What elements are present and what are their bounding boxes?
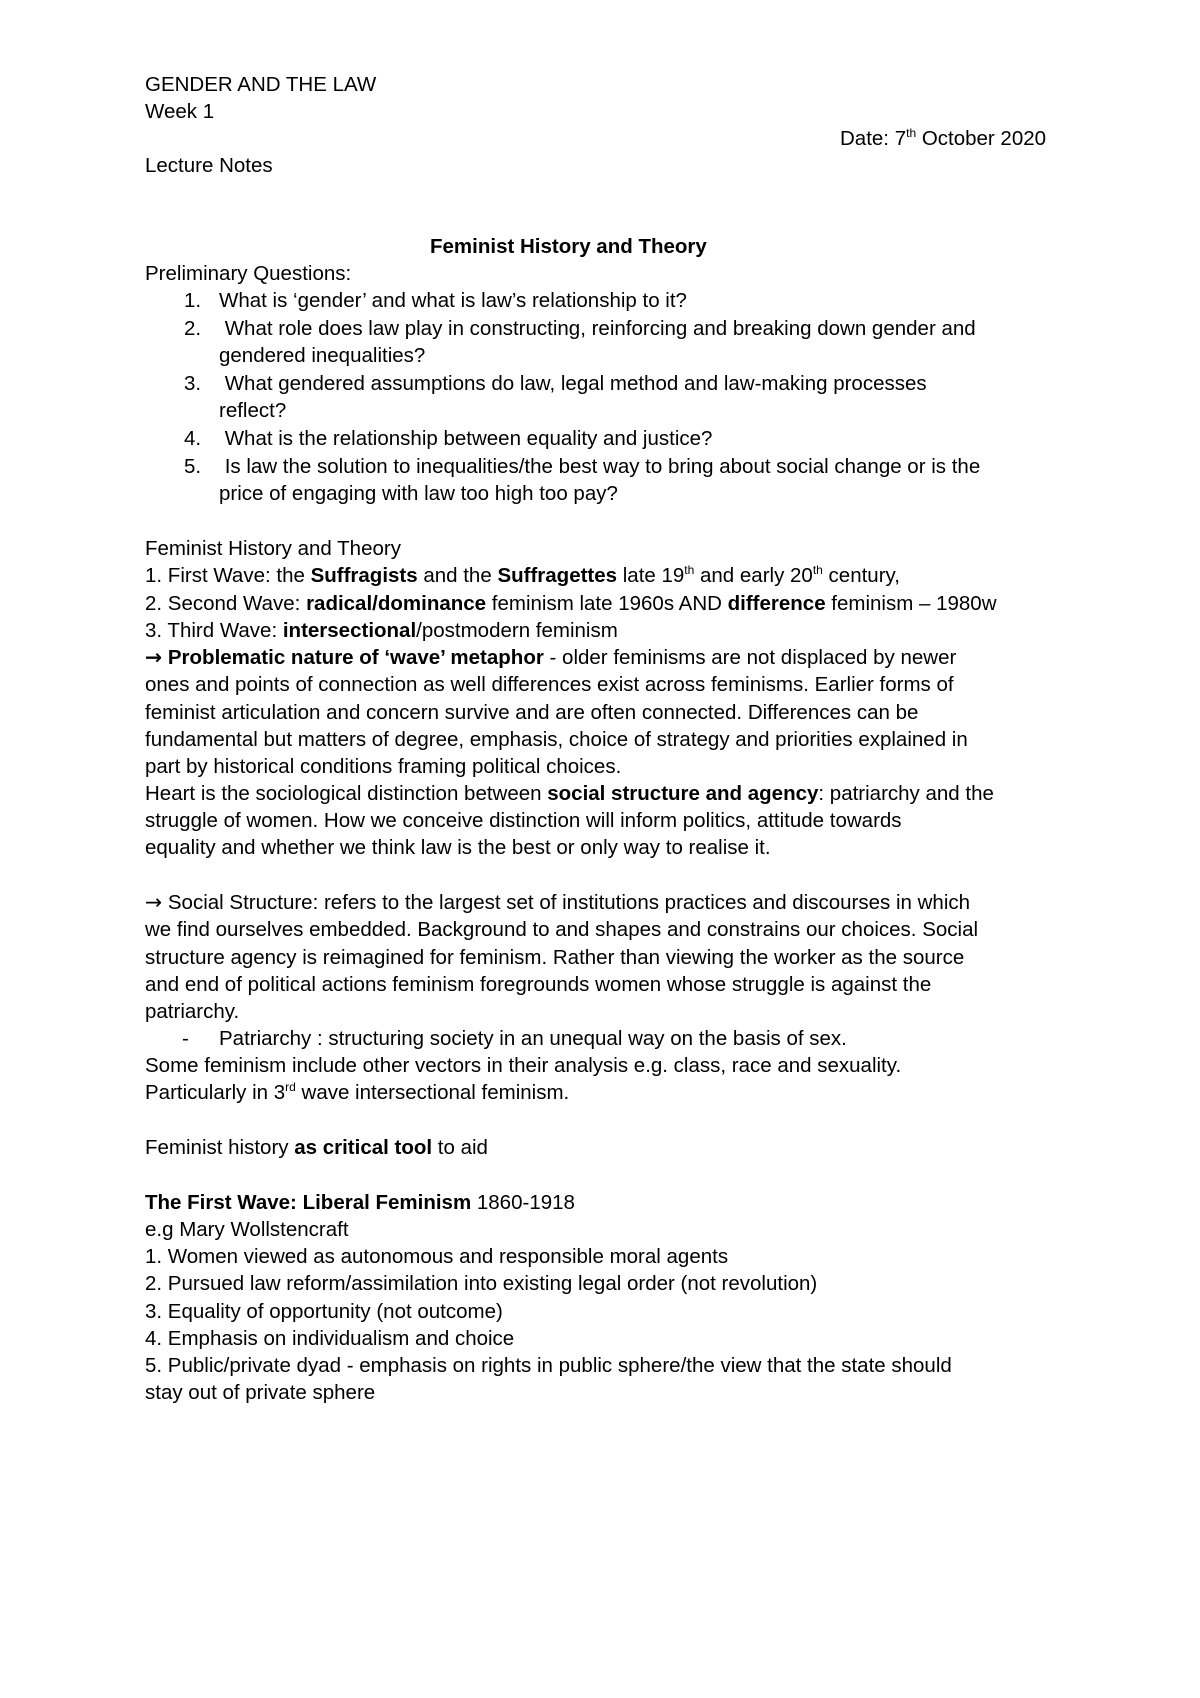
wave-3: 3. Third Wave: intersectional/postmodern feminism [145,619,618,642]
social-cont-2: structure agency is reimagined for feminism. Rather than viewing the worker as the source [145,946,965,969]
arrow-right-icon: → [145,645,163,669]
question-3: 3. What gendered assumptions do law, legal method and law-making processes [184,372,927,395]
heart-line: Heart is the sociological distinction between social structure and agency: patriarchy and the [145,782,994,805]
heart-cont-2: equality and whether we think law is the best or only way to realise it. [145,836,771,859]
first-wave-point-3: 3. Equality of opportunity (not outcome) [145,1300,503,1323]
social-cont-1: we find ourselves embedded. Background to and shapes and constrains our choices. Social [145,918,979,941]
first-wave-point-5-cont: stay out of private sphere [145,1381,376,1404]
course-title: GENDER AND THE LAW [145,73,377,96]
question-1: 1. What is ‘gender’ and what is law’s relationship to it? [184,289,687,312]
first-wave-point-5: 5. Public/private dyad - emphasis on rights in public sphere/the view that the state should [145,1354,952,1377]
wave-metaphor-line: → Problematic nature of ‘wave’ metaphor - older feminisms are not displaced by newer [145,645,957,669]
page-title: Feminist History and Theory [430,235,707,258]
first-wave-point-2: 2. Pursued law reform/assimilation into existing legal order (not revolution) [145,1272,818,1295]
first-wave-point-1: 1. Women viewed as autonomous and responsible moral agents [145,1245,729,1268]
doc-type: Lecture Notes [145,154,273,177]
question-2: 2. What role does law play in constructing, reinforcing and breaking down gender and [184,317,976,340]
heart-cont-1: struggle of women. How we conceive distinction will inform politics, attitude towards [145,809,902,832]
social-cont-3: and end of political actions feminism foregrounds women whose struggle is against the [145,973,932,996]
history-heading: Feminist History and Theory [145,537,401,560]
question-3-cont: reflect? [219,399,287,422]
social-structure-line: → Social Structure: refers to the largest set of institutions practices and discourses in which [145,890,971,914]
social-cont-4: patriarchy. [145,1000,240,1023]
other-vectors-line: Some feminism include other vectors in their analysis e.g. class, race and sexuality. [145,1054,902,1077]
question-2-cont: gendered inequalities? [219,344,426,367]
wave-1: 1. First Wave: the Suffragists and the Suffragettes late 19th and early 20th century, [145,563,900,587]
wave-metaphor-cont-2: feminist articulation and concern survive and are often connected. Differences can be [145,701,919,724]
critical-tool-line: Feminist history as critical tool to aid [145,1136,488,1159]
wave-metaphor-cont-4: part by historical conditions framing political choices. [145,755,622,778]
preliminary-heading: Preliminary Questions: [145,262,352,285]
third-wave-line: Particularly in 3rd wave intersectional feminism. [145,1080,570,1104]
wave-metaphor-cont-3: fundamental but matters of degree, emphasis, choice of strategy and priorities explained in [145,728,968,751]
question-5: 5. Is law the solution to inequalities/the best way to bring about social change or is the [184,455,981,478]
question-4: 4. What is the relationship between equality and justice? [184,427,713,450]
week-label: Week 1 [145,100,215,123]
patriarchy-bullet: - Patriarchy : structuring society in an unequal way on the basis of sex. [182,1027,847,1050]
wave-metaphor-cont-1: ones and points of connection as well differences exist across feminisms. Earlier forms of [145,673,954,696]
first-wave-point-4: 4. Emphasis on individualism and choice [145,1327,515,1350]
date-line: Date: 7th October 2020 [840,126,1047,150]
arrow-right-icon: → [145,890,163,914]
first-wave-heading: The First Wave: Liberal Feminism 1860-1918 [145,1191,575,1214]
question-5-cont: price of engaging with law too high too pay? [219,482,618,505]
first-wave-example: e.g Mary Wollstencraft [145,1218,349,1241]
wave-2: 2. Second Wave: radical/dominance feminism late 1960s AND difference feminism – 1980w [145,592,997,615]
